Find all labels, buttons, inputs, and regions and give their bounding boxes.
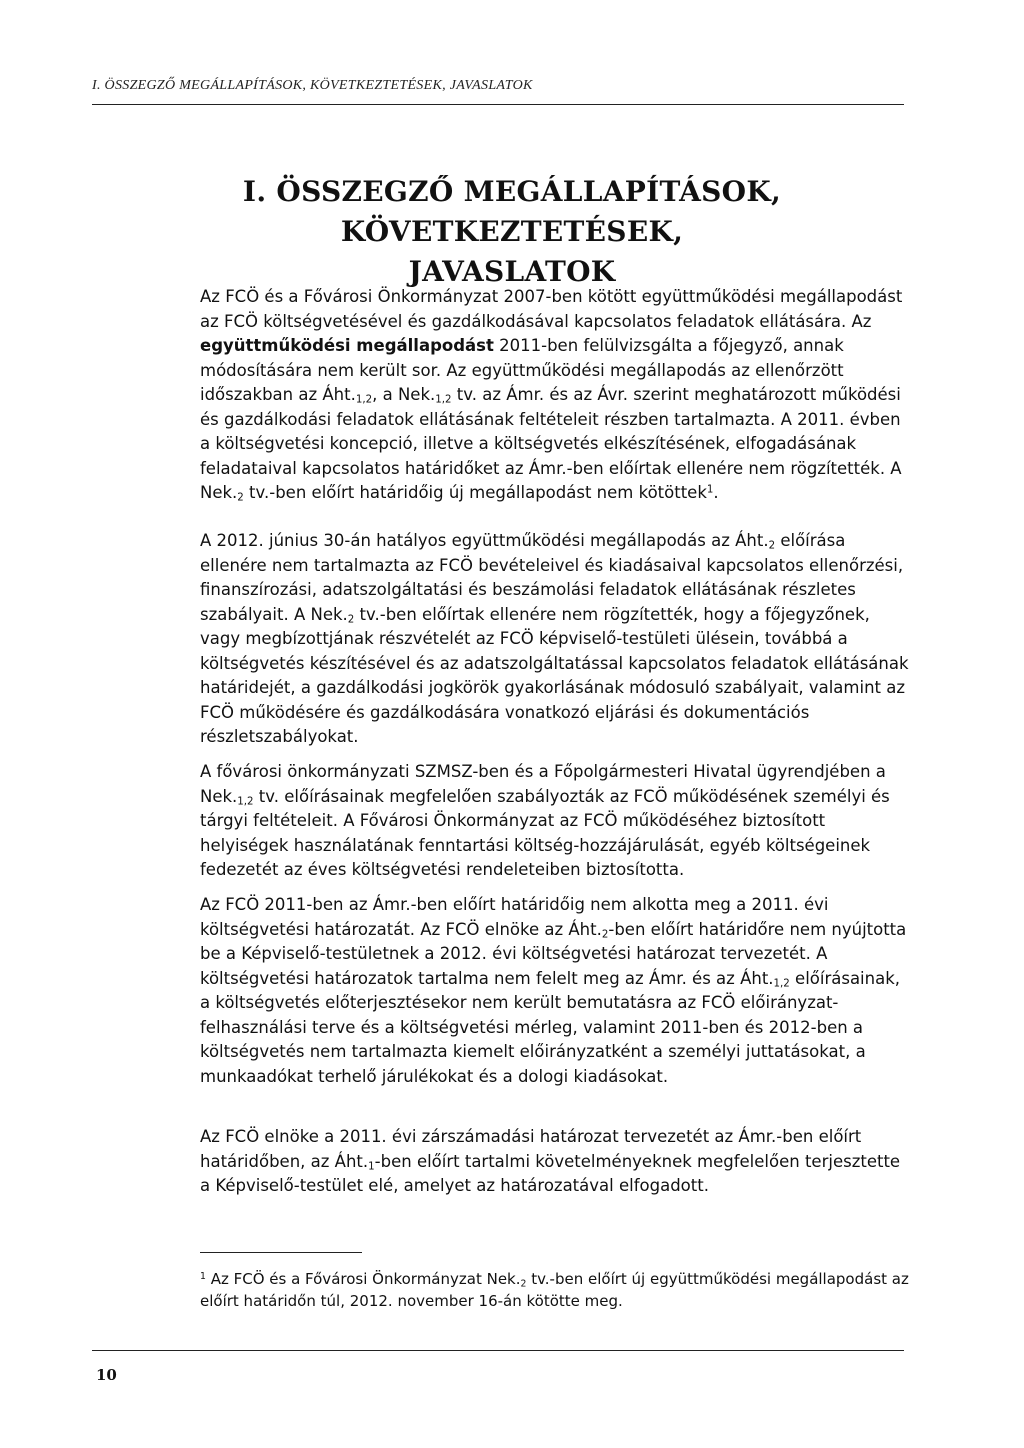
p4-subscript: 2	[601, 929, 609, 941]
footnote-divider	[200, 1252, 362, 1253]
p1-subscript: 2	[237, 492, 244, 504]
chapter-title	[150, 172, 874, 292]
header-divider	[92, 104, 904, 105]
p2-text: előírása ellenére nem tartalmazta az FCÖ bevételeivel és kiadásaival kapcsolatos ellenőrzési, finanszírozási, adatszolgáltatási és beszámolási feladatok ellátásának részletes szabályait. A Nek.	[200, 531, 904, 624]
footnote-1	[200, 1268, 909, 1312]
footnote-reference[interactable]: 1	[706, 484, 714, 496]
paragraph-4	[200, 893, 909, 1089]
paragraph-3	[200, 760, 909, 883]
p4-text: előírásainak, a költségvetés előterjesztésekor nem került bemutatásra az FCÖ előirányzat-felhasználási terve és a költségvetési mérleg, valamint 2011-ben és 2012-ben a költségvetés nem tartalmazta kiemelt előirányzatként a személyi juttatásokat, a munkaadókat terhelő járulékokat és a dologi kiadásokat.	[200, 968, 901, 1086]
running-header: I. ÖSSZEGZŐ MEGÁLLAPÍTÁSOK, KÖVETKEZTETÉSEK, JAVASLATOK	[92, 78, 533, 93]
footnote-text: Az FCÖ és a Fővárosi Önkormányzat Nek.	[205, 1270, 521, 1288]
paragraph-2	[200, 529, 909, 750]
p5-text: Az FCÖ elnöke a 2011. évi zárszámadási határozat tervezetét az Ámr.-ben előírt határidőben, az Áht.	[200, 1127, 862, 1171]
p2-text: A 2012. június 30-án hatályos együttműködési megállapodás az Áht.	[200, 531, 769, 550]
p1-text: tv. az Ámr. és az Ávr. szerint meghatározott működési és gazdálkodási feladatok ellátásának feltételeit részben tartalmazta. A 2011. évben a költségvetési koncepció, illetve a költségvetés elkészítésének, elfogadásának feladataival kapcsolatos határidőket az Ámr.-ben előírtak ellenére nem rögzítették. A Nek.	[200, 385, 902, 502]
footnote-text: tv.-ben előírt új együttműködési megállapodást az előírt határidőn túl, 2012. november 16-án kötötte meg.	[200, 1270, 909, 1310]
p1-subscript: 1,2	[435, 394, 452, 406]
paragraph-5	[200, 1125, 909, 1199]
p1-bold-term: együttműködési megállapodást	[200, 336, 494, 355]
footnote-marker: 1	[200, 1270, 206, 1282]
p1-subscript: 1,2	[355, 394, 373, 406]
chapter-title-line-1: I. ÖSSZEGZŐ MEGÁLLAPÍTÁSOK, KÖVETKEZTETÉSEK,	[242, 175, 782, 248]
paragraph-1	[200, 285, 909, 506]
footer-divider	[92, 1350, 904, 1351]
page-number: 10	[96, 1366, 117, 1384]
p4-subscript: 1,2	[773, 978, 790, 990]
p3-text: A fővárosi önkormányzati SZMSZ-ben és a Főpolgármesteri Hivatal ügyrendjében a Nek.	[200, 762, 886, 806]
p4-text: -ben előírt határidőre nem nyújtotta be a Képviselő-testületnek a 2012. évi költségvetési határozat tervezetét. A költségvetési határozatok tartalma nem felelt meg az Ámr. és az Áht.	[200, 919, 907, 988]
p2-subscript: 2	[768, 540, 776, 552]
p1-text: , a Nek.	[372, 385, 436, 404]
p3-subscript: 1,2	[237, 796, 254, 808]
p2-text: tv.-ben előírtak ellenére nem rögzítették, hogy a főjegyzőnek, vagy megbízottjának részvételét az FCÖ képviselő-testületi ülésein, továbbá a költségvetés készítésével és az adatszolgáltatással kapcsolatos feladatok ellátásának határidejét, a gazdálkodási jogkörök gyakorlásának módosuló szabályait, valamint az FCÖ működésére és gazdálkodására vonatkozó eljárási és dokumentációs részletszabályokat.	[200, 604, 909, 746]
p5-text: -ben előírt tartalmi követelményeknek megfelelően terjesztette a Képviselő-testület elé, amelyet az határozatával elfogadott.	[200, 1151, 901, 1195]
p5-subscript: 1	[368, 1161, 375, 1173]
p1-text: .	[713, 483, 719, 502]
p1-text: tv.-ben előírt határidőig új megállapodást nem kötöttek	[243, 483, 707, 502]
p2-subscript: 2	[347, 614, 355, 626]
p3-text: tv. előírásainak megfelelően szabályozták az FCÖ működésének személyi és tárgyi feltételeit. A Fővárosi Önkormányzat az FCÖ működéséhez biztosított helyiségek használatának fenntartási költség-hozzájárulását, egyéb költségeinek fedezetét az éves költségvetési rendeleteiben biztosította.	[200, 786, 890, 879]
p1-text: 2011-ben felülvizsgálta a főjegyző, annak módosítására nem került sor. Az együttműködési megállapodás az ellenőrzött időszakban az Áht.	[200, 336, 844, 404]
chapter-title-line-2: JAVASLATOK	[408, 255, 616, 288]
p1-text: Az FCÖ és a Fővárosi Önkormányzat 2007-ben kötött együttműködési megállapodást az FCÖ költségvetésével és gazdálkodásával kapcsolatos feladatok ellátására. Az	[200, 287, 903, 331]
footnote-subscript: 2	[520, 1278, 527, 1290]
p4-text: Az FCÖ 2011-ben az Ámr.-ben előírt határidőig nem alkotta meg a 2011. évi költségvetési határozatát. Az FCÖ elnöke az Áht.	[200, 895, 829, 939]
